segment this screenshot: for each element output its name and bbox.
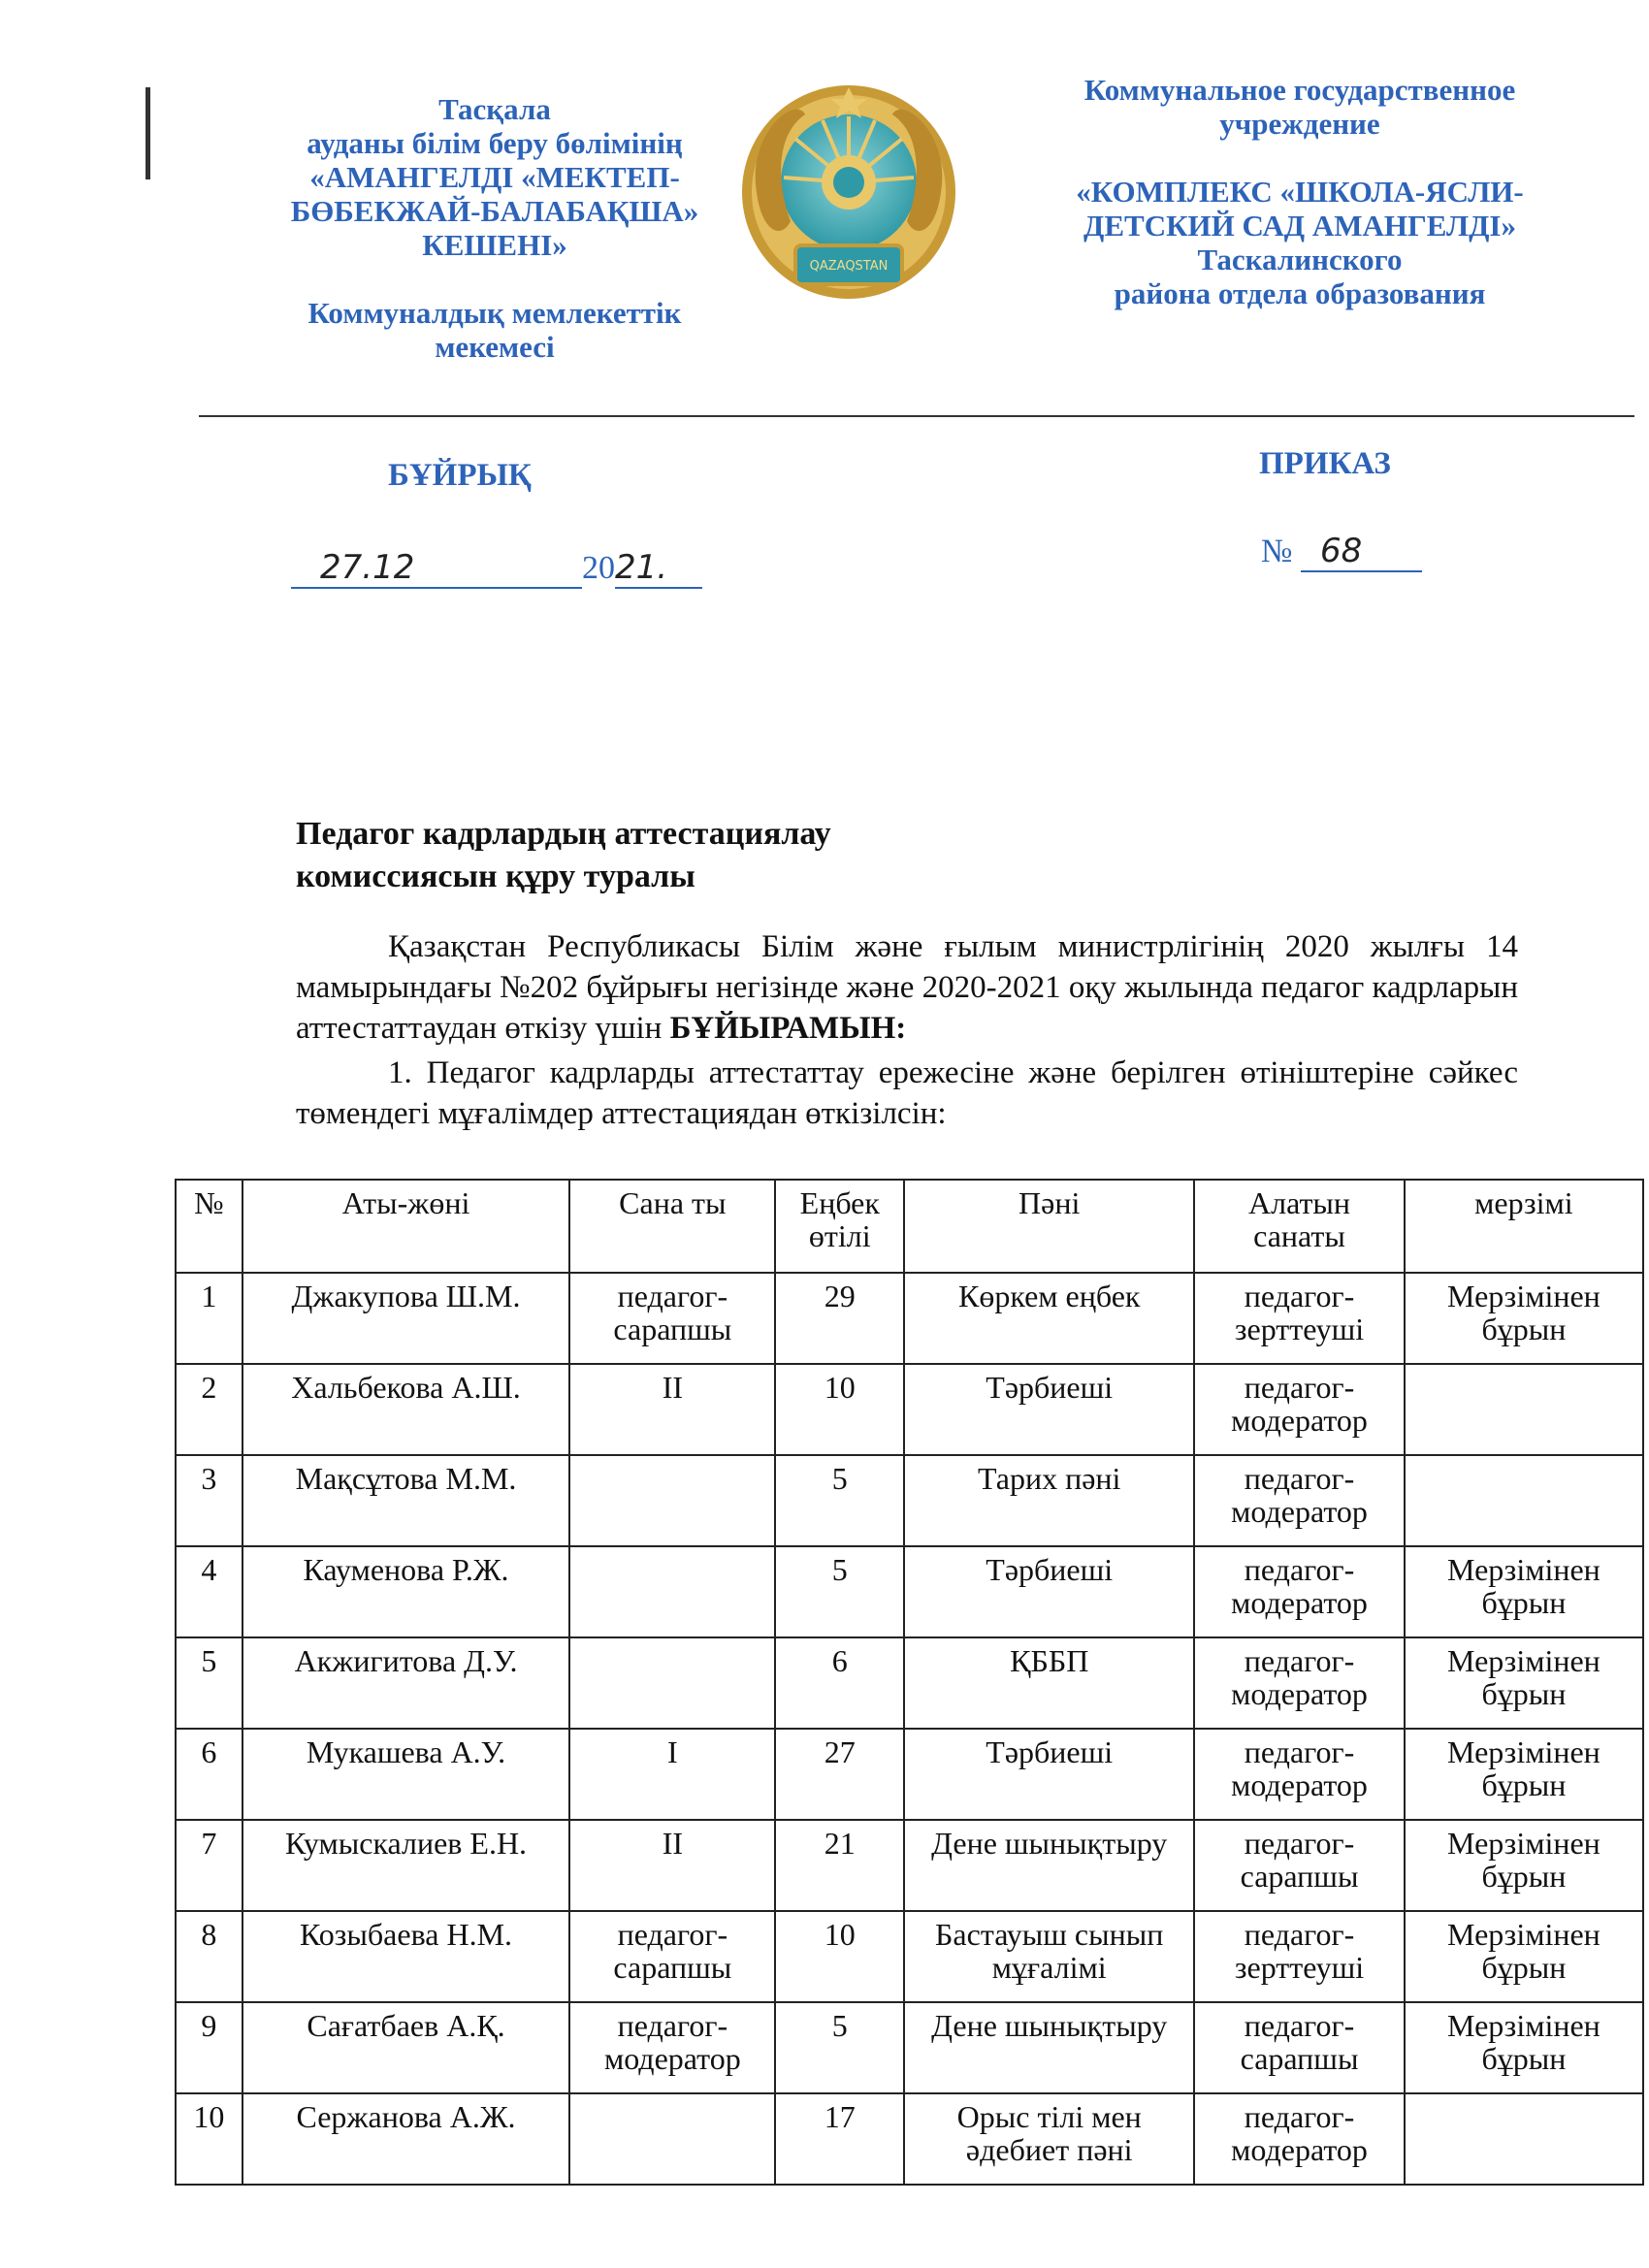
date-field: [291, 548, 702, 589]
header-right-line: Коммунальное государственное: [1083, 73, 1516, 107]
cell-name: Сержанова А.Ж.: [242, 2093, 570, 2185]
cell-subject: Орыс тілі мен әдебиет пәні: [904, 2093, 1194, 2185]
state-emblem-icon: [737, 76, 960, 316]
cell-number: 8: [176, 1911, 242, 2002]
header-right-line: «КОМПЛЕКС «ШКОЛА-ЯСЛИ-: [1076, 175, 1524, 209]
cell-experience: 27: [775, 1729, 904, 1820]
header-left-line: Тасқала: [438, 92, 551, 126]
table-row: [176, 2093, 1643, 2185]
cell-subject: Бастауыш сынып мұғалімі: [904, 1911, 1194, 2002]
cell-experience: 17: [775, 2093, 904, 2185]
cell-subject: Тәрбиеші: [904, 1364, 1194, 1455]
cell-number: 9: [176, 2002, 242, 2093]
header-left-line: мекемесі: [435, 330, 555, 364]
cell-subject: Көркем еңбек: [904, 1273, 1194, 1364]
cell-term: [1405, 1364, 1643, 1455]
cell-name: Хальбекова А.Ш.: [242, 1364, 570, 1455]
cell-category: [569, 2093, 775, 2185]
title-line: комиссиясын құру туралы: [296, 859, 695, 894]
header-left-line: Коммуналдық мемлекеттік: [307, 296, 682, 330]
cell-name: Козыбаева Н.М.: [242, 1911, 570, 2002]
cell-term: Мерзімінен бұрын: [1405, 1546, 1643, 1637]
cell-number: 3: [176, 1455, 242, 1546]
cell-name: Мақсұтова М.М.: [242, 1455, 570, 1546]
margin-mark: [146, 87, 150, 179]
cell-term: Мерзімінен бұрын: [1405, 1729, 1643, 1820]
cell-target-category: педагог-модератор: [1194, 2093, 1405, 2185]
col-header-experience: Еңбек өтілі: [775, 1180, 904, 1273]
header-right-line: ДЕТСКИЙ САД АМАНГЕЛДІ»: [1083, 209, 1516, 243]
cell-category: І: [569, 1729, 775, 1820]
preamble-order-word: БҰЙЫРАМЫН:: [669, 1011, 907, 1046]
cell-name: Джакупова Ш.М.: [242, 1273, 570, 1364]
cell-target-category: педагог-зерттеуші: [1194, 1911, 1405, 2002]
cell-subject: Тәрбиеші: [904, 1546, 1194, 1637]
cell-term: [1405, 1455, 1643, 1546]
cell-name: Кауменова Р.Ж.: [242, 1546, 570, 1637]
header-russian: [1038, 73, 1562, 310]
table-row: [176, 1820, 1643, 1911]
cell-category: педагог-сарапшы: [569, 1273, 775, 1364]
cell-term: Мерзімінен бұрын: [1405, 1820, 1643, 1911]
col-header-category: Сана ты: [569, 1180, 775, 1273]
cell-term: Мерзімінен бұрын: [1405, 1637, 1643, 1729]
table-header-row: [176, 1180, 1643, 1273]
cell-experience: 29: [775, 1273, 904, 1364]
header-left-line: ауданы білім беру бөлімінің: [307, 126, 683, 160]
cell-target-category: педагог-модератор: [1194, 1455, 1405, 1546]
cell-experience: 5: [775, 2002, 904, 2093]
cell-experience: 5: [775, 1546, 904, 1637]
cell-experience: 10: [775, 1364, 904, 1455]
number-prefix: №: [1261, 534, 1293, 569]
header-divider: [199, 415, 1634, 417]
cell-target-category: педагог-модератор: [1194, 1637, 1405, 1729]
preamble-text: Қазақстан Республикасы Білім және ғылым министрлігінің 2020 жылғы 14 мамырындағы №202 бұйрығы негізінде және 2020-2021 оқу жылында педагог кадрларын аттестаттаудан өткізу үшін: [296, 929, 1518, 1046]
header-left-line: БӨБЕКЖАЙ-БАЛАБАҚША»: [290, 194, 699, 228]
number-field: [1261, 532, 1422, 572]
cell-category: педагог-сарапшы: [569, 1911, 775, 2002]
cell-number: 2: [176, 1364, 242, 1455]
cell-target-category: педагог-модератор: [1194, 1364, 1405, 1455]
cell-term: Мерзімінен бұрын: [1405, 2002, 1643, 2093]
doc-type-ru: ПРИКАЗ: [1259, 446, 1391, 481]
cell-subject: ҚББП: [904, 1637, 1194, 1729]
header-right-line: района отдела образования: [1114, 276, 1486, 310]
doc-type-kz: БҰЙРЫҚ: [388, 458, 532, 493]
cell-target-category: педагог-сарапшы: [1194, 1820, 1405, 1911]
col-header-number: №: [176, 1180, 242, 1273]
header-right-line: Таскалинского: [1197, 243, 1403, 276]
cell-number: 6: [176, 1729, 242, 1820]
cell-category: [569, 1546, 775, 1637]
cell-category: ІІ: [569, 1820, 775, 1911]
table-row: [176, 1729, 1643, 1820]
table-row: [176, 1455, 1643, 1546]
cell-term: Мерзімінен бұрын: [1405, 1273, 1643, 1364]
cell-experience: 6: [775, 1637, 904, 1729]
cell-term: [1405, 2093, 1643, 2185]
cell-name: Мукашева А.У.: [242, 1729, 570, 1820]
header-kazakh: [223, 92, 766, 364]
cell-target-category: педагог-сарапшы: [1194, 2002, 1405, 2093]
col-header-subject: Пәні: [904, 1180, 1194, 1273]
header-left-line: «АМАНГЕЛДІ «МЕКТЕП-: [309, 160, 680, 194]
year-suffix: 21.: [615, 548, 668, 587]
cell-term: Мерзімінен бұрын: [1405, 1911, 1643, 2002]
table-row: [176, 1546, 1643, 1637]
cell-number: 7: [176, 1820, 242, 1911]
cell-category: педагог-модератор: [569, 2002, 775, 2093]
cell-subject: Дене шынықтыру: [904, 2002, 1194, 2093]
table-row: [176, 1911, 1643, 2002]
year-prefix: 20: [582, 550, 615, 586]
order-title: [296, 813, 831, 898]
table-row: [176, 1637, 1643, 1729]
cell-target-category: педагог-зерттеуші: [1194, 1273, 1405, 1364]
header-right-line: учреждение: [1219, 107, 1380, 141]
emblem-caption: QAZAQSTAN: [809, 259, 889, 274]
cell-subject: Тәрбиеші: [904, 1729, 1194, 1820]
cell-number: 5: [176, 1637, 242, 1729]
cell-number: 1: [176, 1273, 242, 1364]
title-line: Педагог кадрлардың аттестациялау: [296, 816, 831, 852]
col-header-term: мерзімі: [1405, 1180, 1643, 1273]
col-header-name: Аты-жөні: [242, 1180, 570, 1273]
cell-number: 4: [176, 1546, 242, 1637]
table-row: [176, 1364, 1643, 1455]
cell-number: 10: [176, 2093, 242, 2185]
cell-experience: 10: [775, 1911, 904, 2002]
paragraph-item-1: 1. Педагог кадрларды аттестаттау ережесіне және берілген өтініштеріне сәйкес төмендегі мұғалімдер аттестациядан өткізілсін:: [296, 1055, 1518, 1131]
cell-subject: Тарих пәні: [904, 1455, 1194, 1546]
table-row: [176, 2002, 1643, 2093]
cell-category: [569, 1637, 775, 1729]
order-number: 68: [1301, 532, 1422, 572]
cell-name: Кумыскалиев Е.Н.: [242, 1820, 570, 1911]
cell-experience: 21: [775, 1820, 904, 1911]
header-left-line: КЕШЕНІ»: [422, 228, 567, 262]
table-row: [176, 1273, 1643, 1364]
attestation-table: [175, 1179, 1644, 2186]
cell-category: [569, 1455, 775, 1546]
paragraph-preamble: [296, 926, 1518, 1049]
cell-name: Акжигитова Д.У.: [242, 1637, 570, 1729]
cell-target-category: педагог-модератор: [1194, 1546, 1405, 1637]
cell-target-category: педагог-модератор: [1194, 1729, 1405, 1820]
cell-subject: Дене шынықтыру: [904, 1820, 1194, 1911]
col-header-target-category: Алатын санаты: [1194, 1180, 1405, 1273]
date-day: 27.12: [320, 548, 415, 587]
cell-name: Сағатбаев А.Қ.: [242, 2002, 570, 2093]
cell-category: ІІ: [569, 1364, 775, 1455]
cell-experience: 5: [775, 1455, 904, 1546]
